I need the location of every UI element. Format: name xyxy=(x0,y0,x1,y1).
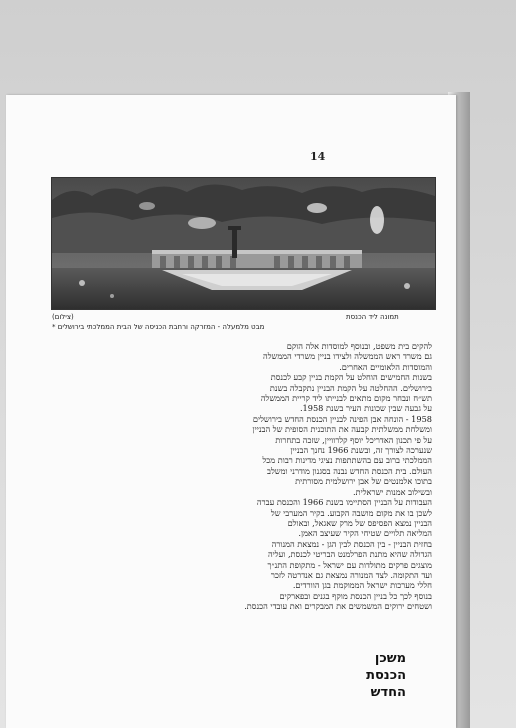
text-line: להקים בית משפט, ובנוסף למוסדות אלה הוקם xyxy=(286,341,432,351)
text-line: על פי תכנון האדריכל יוסף קלרוויין, שזכה בתחרות xyxy=(275,434,432,445)
text-line: ושטחים ירוקים המשמשים את המבקרים ואת עובדי הכנסת. xyxy=(244,601,432,612)
text-line: תש״ח ונבחר מקום מתאים לבנייתו ליד קריית הממשלה xyxy=(260,393,432,404)
text-line: בתוכו אלמנטים של אבן ירושלמית מסורתית xyxy=(295,476,432,487)
text-line: העולם. בית הכנסת החדש נבנה בסגנון מודרני ומשלב xyxy=(267,465,432,476)
text-line: ועד התקומה. לצד המנורה נמצאת גם אנדרטה לזכר xyxy=(270,569,432,580)
text-line: חללי מערכות ישראל הממוקמת בגן הוורדים. xyxy=(292,580,432,591)
text-line: 1958 - הונחה אבן הפינה לבניין הכנסת החדש בירושלים xyxy=(252,413,432,424)
text-line: המליאה תלויים שטיחי הקיר שעיצב האמן. xyxy=(298,528,432,539)
text-line: ובשילוב אמנות ישראלית. xyxy=(352,486,432,497)
text-line: גם משרד ראש הממשלה ולצידו בניין משרדי הממשלה xyxy=(262,351,432,362)
text-line: בשנות החמישים הוחלט על הקמת בניין קבע לכנסת xyxy=(270,372,432,383)
text-line: הבניין נמצא הפסיפס של מרק שאגאל, ובאולם xyxy=(287,517,432,528)
margin-heading-line: החדש xyxy=(370,685,406,700)
margin-heading-line: משכן xyxy=(374,651,406,666)
body-text xyxy=(52,341,432,612)
text-line: בירושלים. ההחלטה על הקמת הבניין נתקבלה בשנת xyxy=(269,382,432,393)
photo-caption-right: תמונה ליד הכנסת xyxy=(346,313,399,321)
photo-caption-line: (צילום) xyxy=(52,313,74,321)
text-line: מוצגים פרקים מתולדות עם ישראל - מתקופת התנ״ך xyxy=(267,559,432,570)
text-line: בנוסף לכך כל בניין הכנסת מוקף בגנים ובפארקים xyxy=(279,590,432,601)
text-line: והמוסדות הלאומיים האחרים. xyxy=(339,361,432,372)
text-line: לשכן בו את מקום מושבה הקבוע. בקיר המערבי של xyxy=(270,507,432,518)
text-line: הגדולה שהיא מתנת הפרלמנט הבריטי לכנסת, ועליה xyxy=(267,549,432,560)
text-line: שנערכה לצורך זה, ובשנת 1966 נחנך הבניין xyxy=(290,445,432,456)
photo-caption-line: * מבט מלמעלה - המזרקה ורחבת הכניסה של הבית הממלכתי בירושלים xyxy=(52,323,265,331)
knesset-photo xyxy=(51,177,436,310)
text-line: ומשלחת ממשלתית קבעה את התוכנית הסופית של הבניין xyxy=(252,424,432,435)
text-line: הממלכתי ברוב עם בהשתתפות נציגי מדינות רבות מכל xyxy=(262,455,432,466)
text-line: בחזית הבניין - בין הכנסת לבין הגן - נמצאת המנורה xyxy=(271,538,432,549)
margin-heading-line: הכנסת xyxy=(366,668,406,683)
margin-heading xyxy=(336,650,406,701)
page-number: 14 xyxy=(310,150,326,163)
book-page xyxy=(6,95,456,728)
text-line: על גבעה שבין שכונות העיר בשנת 1958. xyxy=(299,403,432,414)
text-line: העבודות על הבניין הסתיימו בשנת 1966 והכנסת עברה xyxy=(256,497,432,508)
